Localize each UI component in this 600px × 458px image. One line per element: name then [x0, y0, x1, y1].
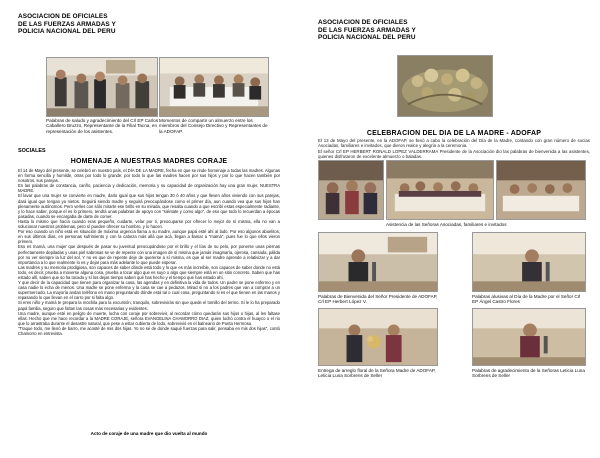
caption-castro-speech: Palabras alusivas al Día de la Madre por el Señor Crl EP Ángel Castro Flores: [472, 294, 581, 305]
article-closing-line: Acto de coraje de una madre que dio vuelta al mundo: [90, 431, 208, 436]
paragraph: El 14 de Mayo del presente, se celebró en nuestro país, el DÍA DE LA MADRE, fecha en que se rinde homenaje a todas las madres. Algunas en forma sencilla y humilde, otras por todo lo grande; por todo lo que las madres hacen por sus hijos y por lo que hacen también por nosotros, sus parejas.: [18, 168, 280, 184]
paragraph: Por eso cuando un niño está en situación de máxima urgencia llama a su madre, aunque papá esté ahí al lado. Por eso algunos abuelitos, en sus últimos días, en personas sufrimiento y con la cabeza más allá que acá, llegan a llamar a "mamá", pues fue lo que ellos vieron primero.: [18, 229, 280, 245]
intro-paragraph: El señor Crl EP HERBERT RONALD LOPEZ VALDERRAMA Presidente de la Asociación dio las palabras de bienvenida a las asistentes, quienes disfrutaron de excelente almuerzo o baladas.: [318, 148, 590, 159]
right-page: [300, 0, 600, 458]
paragraph: Y que decir de la capacidad que tienen para organizar la casa, las agendas y en definitiva la vida de todos. Un padre se pone enfermo y en casa nadie lo echa de menos. Una madre se pone enferma y la casa se cae a pedazos. Mirad si no a los padres que van a comprar a un supermercado. La mayoría andan teléfono en mano preguntando dónde está tal o cual cosa, preguntando si es el que tienen en las manos y repasando lo que llevan en el carro por si falta algo.: [18, 280, 280, 301]
caption-president-speech: Palabras de Bienvenida del Señor Presidente de ADOFAP, Crl EP Herbert López V.: [318, 294, 438, 305]
right-header-line-2: DE LAS FUERZAS ARMADAS Y: [318, 26, 416, 34]
photo-group-right: [496, 160, 586, 220]
paragraph: Una madre, aunque esté en peligro de muerte, lucha con coraje por sobrevivir, al recordar cómo quedarán sus hijos o hijas, al les faltase ellas. Hecho que me hace recordar a la MADRE CORAJE, señora EVANGELINA CHAMORRO DIAZ, quien luchó contra el huayco o el rio que lo arrastraba durante el desastre natural, que pese a estar cubierta de lodo, sobrevivió en el balneario de Punta Hermosa.: [18, 310, 280, 326]
intro-paragraph: El 13 de Mayo del presente, en la ADOFAP, se llevó a cabo la celebración del Día de la Madre, contando con gran número de socias Asociadas, familiares e invitados, que dieron realce y alegría a la ceremonia.: [318, 138, 590, 149]
paragraph: El lavar que una mujer se convierte en madre, darlo igual que sus hijos tengan 30 ó 40 años y que lleven años viviendo con sus parejas, dará igual que tengan ya nietos. Seguirá siendo madre y seguirá preocupándose como el primer día, aun cuando vea que sus hijos han plenamente autónomos. Pero verles con sólo mirarte ese brillo en su mirada, que resalta cuando a que escribí estas especialmente radiante, y lo hace saber, porque el es lo primero, tendrá unas palabras de apoyo con "siéntate y como algo", de eso que todo lo recuerdan a épocas pasadas, cuando se encargaba de darte de comer.: [18, 193, 280, 219]
article-title-right: CELEBRACION DEL DIA DE LA MADRE - ADOFAP: [366, 130, 542, 137]
photo-lunch-board: [159, 57, 269, 117]
caption-floral-delivery: Entrega de arreglo floral de la Señora Madre de ADOFAP, Leticia Luna Sorbrens de Seller: [318, 368, 436, 379]
left-header-line-2: DE LAS FUERZAS ARMADAS Y: [18, 20, 116, 28]
caption-photo-lunch: Momentos de compartir un almuerzo entre los miembros del Consejo Directivo y Representantes de la ADOFAP.: [159, 118, 268, 134]
left-header-line-1: ASOCIACION DE OFICIALES: [18, 13, 108, 20]
paragraph: Las madres y su memoria prodigiosa, son capaces de saber dónde está todo y lo que es más increíble, son capaces de saber donde no está todo, es decir, prueba a moverse alguna cosa, prueba a tocar algo que es suyo o algo que siempre está en un sitio concreto. Saben que has estado allí, saben que so ha tocado y sí los dejas tiempo saben qué has hecho y el tiempo que has estado ahí.: [18, 264, 280, 280]
right-header-line-1: ASOCIACION DE OFICIALES: [318, 19, 408, 26]
photo-flowers: [397, 55, 493, 117]
paragraph: Hasta lo mismo que hacía cuando eras pequeño, cuidarte, velar por ti, preocuparse por ofrecer lo mejor de sí misma, ella no van a solucionar nuestros problemas, pero sí pueden ofrecer su hombro, y lo hacen.: [18, 218, 280, 230]
photo-group-center: [386, 160, 494, 220]
paragraph: Eso es mamá, una mujer que después de pasar su juventud preocupándose por el brillo y el lías de su pelo, por ponerse unas piernas perfectamente depiladas y unas piel sabrosas se ve de repente con una imagen de sí misma que jamás imaginaría, ojerosa, cansada, pálida por no ver siempre la luz del sol, Y no es que de repente deje de quererse a sí misma, es que al ser madre aprende a relativizar y a dar importancia a lo que realmente lo es y dejar para más adelante lo que puede esperar.: [18, 244, 280, 265]
photo-castro-speech: [472, 232, 586, 292]
right-header: [318, 19, 416, 42]
photo-mother-thanks: [472, 308, 586, 366]
paragraph: Si eres niño y mamá te prepara la mochila para la excursión, tranquilo, sobrevivirás sin que quede el tomillo del termo. Si le lo ha preparado papá familia, seguro que faltan las cosas más necesarias y evidentes.: [18, 300, 280, 311]
left-header-line-3: POLICIA NACIONAL DEL PERU: [18, 28, 116, 36]
caption-mother-thanks: Palabras de agradecimiento de la Señoras Leticia Luna Sorbrens de Seller: [472, 368, 585, 379]
paragraph: En las palabras de constancia, cariño, paciencia y dedicación, memoria y su capacidad de organización hay una gran mujer, NUESTRA MADRE.: [18, 183, 280, 194]
paragraph: "Traque todo, me llenó de barro, me acosté de mis dos hijas. Yo no sé de donde saqué fuerzas para salir, pensaba en mis dos hijas", contó Chamorro en entrevista.: [18, 325, 280, 336]
right-header-line-3: POLICIA NACIONAL DEL PERU: [318, 34, 416, 42]
caption-group-photos: Asistencia de las Señoras Asociadas, familiares e invitados: [386, 222, 507, 227]
article-body-left: [18, 168, 280, 336]
article-intro-right: [318, 138, 590, 159]
section-label: SOCIALES: [18, 148, 46, 154]
photo-group-left: [318, 160, 384, 220]
left-header: [18, 13, 116, 36]
article-title-left: HOMENAJE A NUESTRAS MADRES CORAJE: [70, 158, 228, 165]
caption-photo-speech: Palabras de saludo y agradecimiento del Crl EP Carlos Caballero Bruzzo, Representante de la Filial Tacna, en representación de los asistentes.: [46, 118, 159, 134]
photo-president-speech: [318, 232, 438, 292]
photo-speech-tacna: [46, 57, 158, 117]
photo-floral-delivery: [318, 308, 438, 366]
